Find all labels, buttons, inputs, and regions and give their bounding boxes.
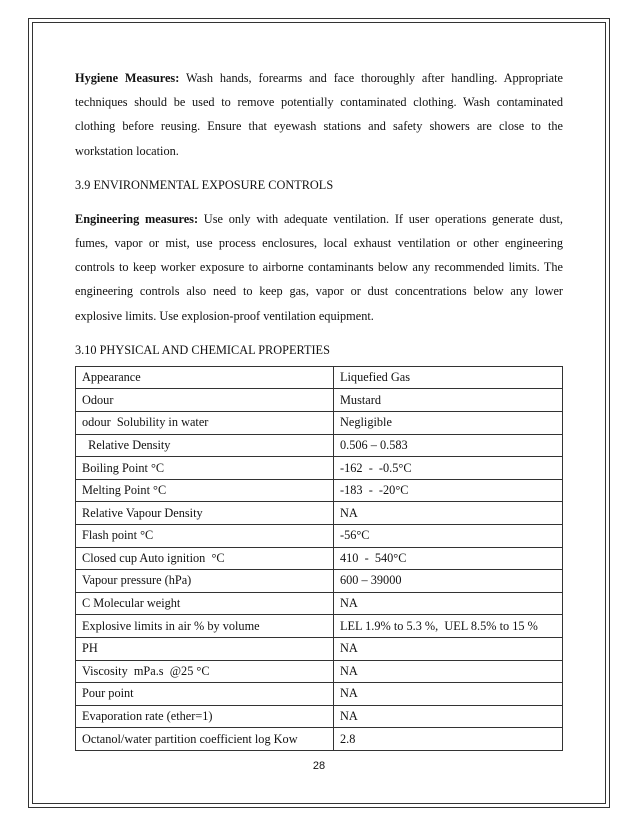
property-value: Liquefied Gas bbox=[334, 366, 563, 389]
table-row bbox=[76, 683, 563, 706]
hygiene-paragraph bbox=[75, 66, 563, 163]
property-name: odour Solubility in water bbox=[76, 412, 334, 435]
engineering-text: Use only with adequate ventilation. If user operations generate dust, fumes, vapor or mist, use process enclosures, local exhaust ventilation or other engineering controls to keep worker exposure to airborne contaminants below any recommended limits. The engineering controls also need to keep gas, vapor or dust concentrations below any lower explosive limits. Use explosion-proof ventilation equipment. bbox=[75, 211, 563, 323]
page-content bbox=[75, 66, 563, 751]
table-row bbox=[76, 570, 563, 593]
table-row bbox=[76, 457, 563, 480]
property-value: Negligible bbox=[334, 412, 563, 435]
property-name: Flash point °C bbox=[76, 524, 334, 547]
property-value: NA bbox=[334, 705, 563, 728]
table-row bbox=[76, 502, 563, 525]
table-row bbox=[76, 389, 563, 412]
engineering-label: Engineering measures: bbox=[75, 211, 199, 226]
table-row bbox=[76, 524, 563, 547]
env-heading: 3.9 ENVIRONMENTAL EXPOSURE CONTROLS bbox=[75, 177, 334, 192]
table-row bbox=[76, 592, 563, 615]
table-row bbox=[76, 705, 563, 728]
engineering-paragraph bbox=[75, 207, 563, 328]
property-name: Explosive limits in air % by volume bbox=[76, 615, 334, 638]
property-value: NA bbox=[334, 637, 563, 660]
property-value: -56°C bbox=[334, 524, 563, 547]
property-value: -162 - -0.5°C bbox=[334, 457, 563, 480]
property-value: 2.8 bbox=[334, 728, 563, 751]
property-name: Octanol/water partition coefficient log Kow bbox=[76, 728, 334, 751]
property-value: NA bbox=[334, 502, 563, 525]
props-heading: 3.10 PHYSICAL AND CHEMICAL PROPERTIES bbox=[75, 342, 330, 357]
property-name: Boiling Point °C bbox=[76, 457, 334, 480]
property-name: Viscosity mPa.s @25 °C bbox=[76, 660, 334, 683]
table-row bbox=[76, 728, 563, 751]
hygiene-label: Hygiene Measures: bbox=[75, 71, 180, 85]
property-name: Relative Density bbox=[76, 434, 334, 457]
property-name: Closed cup Auto ignition °C bbox=[76, 547, 334, 570]
hygiene-text: Wash hands, forearms and face thoroughly after handling. Appropriate techniques should be used to remove potentially contaminated clothing. Wash contaminated clothing before reusing. Ensure that eyewash stations and safety showers are close to the workstation location. bbox=[75, 71, 563, 158]
table-row bbox=[76, 615, 563, 638]
property-name: C Molecular weight bbox=[76, 592, 334, 615]
table-row bbox=[76, 366, 563, 389]
property-value: NA bbox=[334, 660, 563, 683]
table-row bbox=[76, 434, 563, 457]
property-value: 600 – 39000 bbox=[334, 570, 563, 593]
property-name: Appearance bbox=[76, 366, 334, 389]
table-row bbox=[76, 637, 563, 660]
property-value: NA bbox=[334, 683, 563, 706]
table-row bbox=[76, 479, 563, 502]
property-value: 0.506 – 0.583 bbox=[334, 434, 563, 457]
properties-table bbox=[75, 366, 563, 751]
property-name: Relative Vapour Density bbox=[76, 502, 334, 525]
property-value: Mustard bbox=[334, 389, 563, 412]
property-name: Evaporation rate (ether=1) bbox=[76, 705, 334, 728]
property-name: Vapour pressure (hPa) bbox=[76, 570, 334, 593]
property-name: Pour point bbox=[76, 683, 334, 706]
property-value: NA bbox=[334, 592, 563, 615]
table-row bbox=[76, 412, 563, 435]
property-name: PH bbox=[76, 637, 334, 660]
property-value: 410 - 540°C bbox=[334, 547, 563, 570]
property-name: Melting Point °C bbox=[76, 479, 334, 502]
table-row bbox=[76, 547, 563, 570]
property-name: Odour bbox=[76, 389, 334, 412]
property-value: LEL 1.9% to 5.3 %, UEL 8.5% to 15 % bbox=[334, 615, 563, 638]
table-row bbox=[76, 660, 563, 683]
property-value: -183 - -20°C bbox=[334, 479, 563, 502]
page-number: 28 bbox=[312, 760, 326, 772]
